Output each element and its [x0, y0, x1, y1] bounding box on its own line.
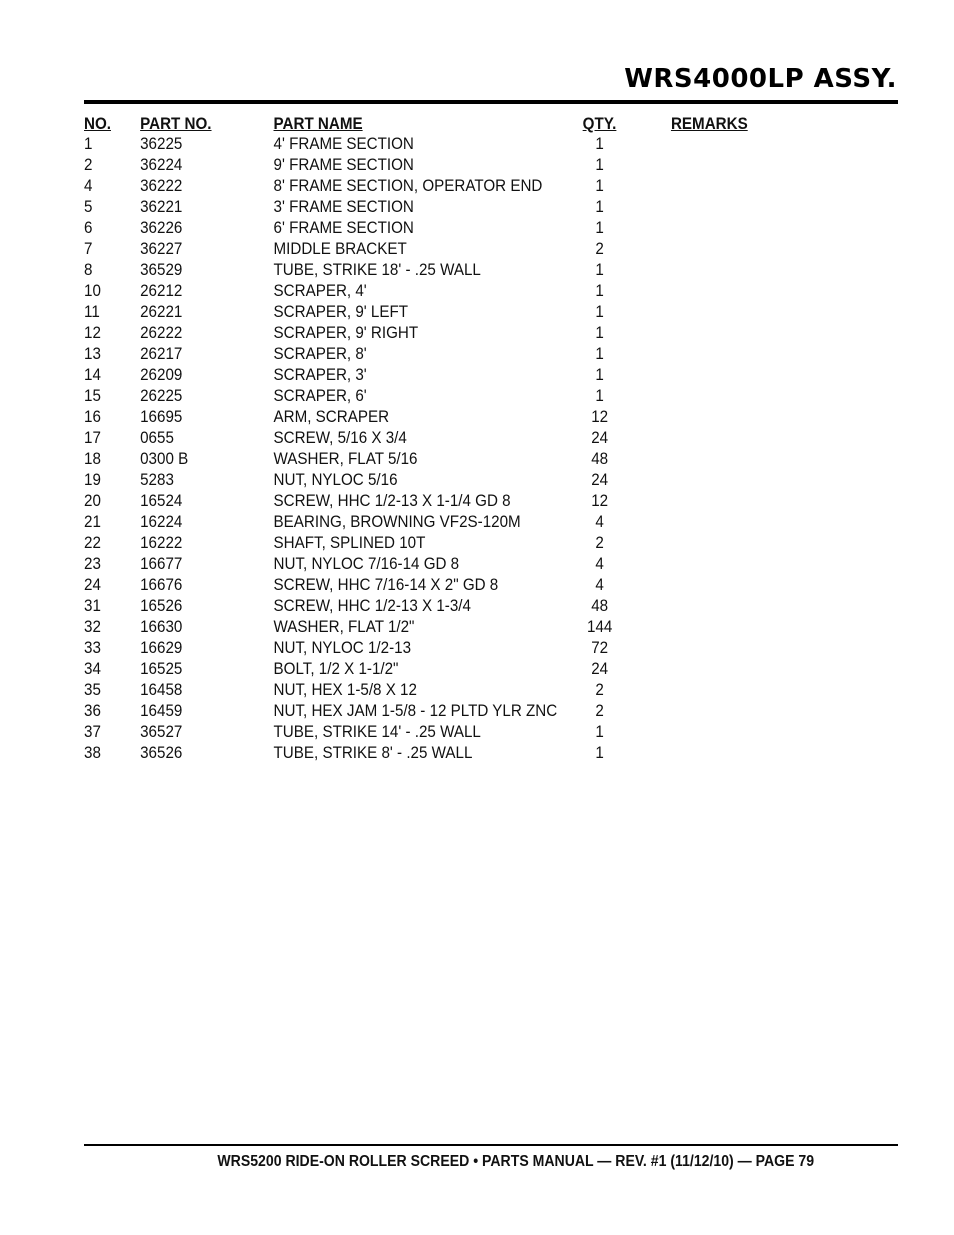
cell-no: 37 — [84, 723, 101, 741]
qty-value: 2 — [595, 702, 604, 720]
cell-part-name: SCRAPER, 6' — [273, 387, 367, 405]
cell-qty — [583, 554, 671, 575]
cell-part-name: WASHER, FLAT 5/16 — [273, 450, 418, 468]
qty-value: 1 — [595, 744, 604, 762]
table-row — [84, 197, 820, 218]
table-row — [84, 575, 820, 596]
cell-qty — [583, 218, 671, 239]
cell-part-name: 4' FRAME SECTION — [273, 135, 414, 153]
qty-value: 24 — [591, 429, 609, 447]
cell-part-name: TUBE, STRIKE 18' - .25 WALL — [273, 261, 481, 279]
cell-qty — [583, 680, 671, 701]
cell-part-name: TUBE, STRIKE 14' - .25 WALL — [273, 723, 481, 741]
cell-part-name: NUT, HEX 1-5/8 X 12 — [273, 681, 417, 699]
cell-no: 1 — [84, 135, 93, 153]
column-header-part-no: PART NO. — [140, 115, 212, 133]
cell-no: 2 — [84, 156, 93, 174]
cell-remarks — [671, 680, 820, 701]
cell-no: 5 — [84, 198, 93, 216]
cell-part-name: 8' FRAME SECTION, OPERATOR END — [273, 177, 543, 195]
cell-part-name: WASHER, FLAT 1/2" — [273, 618, 415, 636]
table-row — [84, 281, 820, 302]
cell-part-name: SCREW, 5/16 X 3/4 — [273, 429, 407, 447]
cell-remarks — [671, 155, 820, 176]
cell-part-name: MIDDLE BRACKET — [273, 240, 407, 258]
qty-value: 72 — [591, 639, 609, 657]
cell-remarks — [671, 722, 820, 743]
cell-qty — [583, 596, 671, 617]
cell-remarks — [671, 617, 820, 638]
cell-part-name: SCRAPER, 4' — [273, 282, 367, 300]
cell-no: 12 — [84, 324, 101, 342]
cell-part-no: 26221 — [140, 303, 183, 321]
cell-qty — [583, 134, 671, 155]
cell-remarks — [671, 302, 820, 323]
cell-no: 15 — [84, 387, 101, 405]
cell-part-no: 16525 — [140, 660, 183, 678]
cell-no: 34 — [84, 660, 101, 678]
qty-value: 1 — [595, 219, 604, 237]
cell-remarks — [671, 344, 820, 365]
qty-value: 1 — [595, 282, 604, 300]
cell-part-no: 16629 — [140, 639, 183, 657]
table-row — [84, 386, 820, 407]
cell-no: 10 — [84, 282, 101, 300]
table-row — [84, 365, 820, 386]
cell-remarks — [671, 197, 820, 218]
cell-part-no: 36227 — [140, 240, 183, 258]
qty-value: 1 — [595, 177, 604, 195]
qty-value: 1 — [595, 324, 604, 342]
cell-part-no: 36527 — [140, 723, 183, 741]
table-row — [84, 659, 820, 680]
cell-no: 4 — [84, 177, 93, 195]
cell-remarks — [671, 638, 820, 659]
cell-qty — [583, 344, 671, 365]
table-row — [84, 449, 820, 470]
cell-part-name: SCREW, HHC 1/2-13 X 1-1/4 GD 8 — [273, 492, 511, 510]
cell-part-no: 16222 — [140, 534, 183, 552]
cell-part-name: SCRAPER, 9' LEFT — [273, 303, 409, 321]
table-row — [84, 260, 820, 281]
cell-qty — [583, 638, 671, 659]
cell-remarks — [671, 428, 820, 449]
table-row — [84, 302, 820, 323]
cell-remarks — [671, 533, 820, 554]
cell-qty — [583, 197, 671, 218]
cell-remarks — [671, 365, 820, 386]
cell-part-no: 36226 — [140, 219, 183, 237]
cell-part-no: 16224 — [140, 513, 183, 531]
cell-no: 11 — [84, 303, 100, 321]
cell-no: 24 — [84, 576, 101, 594]
cell-part-name: 3' FRAME SECTION — [273, 198, 414, 216]
table-row — [84, 512, 820, 533]
cell-part-name: NUT, NYLOC 1/2-13 — [273, 639, 412, 657]
cell-remarks — [671, 260, 820, 281]
qty-value: 24 — [591, 471, 609, 489]
qty-value: 4 — [595, 555, 604, 573]
table-row — [84, 239, 820, 260]
table-row — [84, 470, 820, 491]
qty-value: 2 — [595, 534, 604, 552]
qty-value: 1 — [595, 156, 604, 174]
table-row — [84, 428, 820, 449]
parts-table-body — [84, 134, 820, 764]
qty-value: 2 — [595, 681, 604, 699]
table-row — [84, 407, 820, 428]
cell-remarks — [671, 470, 820, 491]
cell-part-name: SCREW, HHC 7/16-14 X 2" GD 8 — [273, 576, 499, 594]
cell-qty — [583, 365, 671, 386]
cell-no: 33 — [84, 639, 101, 657]
cell-part-no: 16524 — [140, 492, 183, 510]
cell-no: 8 — [84, 261, 93, 279]
cell-part-name: NUT, NYLOC 7/16-14 GD 8 — [273, 555, 460, 573]
cell-remarks — [671, 449, 820, 470]
cell-no: 19 — [84, 471, 101, 489]
table-row — [84, 491, 820, 512]
qty-value: 1 — [595, 135, 604, 153]
cell-no: 6 — [84, 219, 93, 237]
table-row — [84, 155, 820, 176]
cell-qty — [583, 575, 671, 596]
cell-part-name: SCRAPER, 9' RIGHT — [273, 324, 419, 342]
cell-qty — [583, 617, 671, 638]
table-row — [84, 680, 820, 701]
table-row — [84, 323, 820, 344]
cell-remarks — [671, 512, 820, 533]
qty-value: 2 — [595, 240, 604, 258]
cell-qty — [583, 701, 671, 722]
cell-no: 16 — [84, 408, 101, 426]
cell-qty — [583, 659, 671, 680]
cell-part-no: 16526 — [140, 597, 183, 615]
cell-no: 13 — [84, 345, 101, 363]
qty-value: 1 — [595, 261, 604, 279]
cell-part-no: 26209 — [140, 366, 183, 384]
cell-remarks — [671, 659, 820, 680]
page-footer: WRS5200 RIDE-ON ROLLER SCREED • PARTS MANUAL — REV. #1 (11/12/10) — PAGE 79 — [217, 1153, 814, 1170]
cell-qty — [583, 512, 671, 533]
cell-part-name: BEARING, BROWNING VF2S-120M — [273, 513, 521, 531]
cell-remarks — [671, 554, 820, 575]
table-row — [84, 533, 820, 554]
cell-remarks — [671, 323, 820, 344]
cell-part-no: 0300 B — [140, 450, 189, 468]
cell-part-no: 16458 — [140, 681, 183, 699]
cell-part-no: 26212 — [140, 282, 183, 300]
table-row — [84, 722, 820, 743]
parts-table — [84, 114, 820, 764]
cell-part-name: SCRAPER, 8' — [273, 345, 367, 363]
table-row — [84, 134, 820, 155]
cell-remarks — [671, 134, 820, 155]
cell-part-no: 36529 — [140, 261, 183, 279]
cell-remarks — [671, 491, 820, 512]
cell-remarks — [671, 575, 820, 596]
cell-part-name: NUT, NYLOC 5/16 — [273, 471, 398, 489]
cell-part-no: 16630 — [140, 618, 183, 636]
table-row — [84, 554, 820, 575]
table-header-row — [84, 114, 820, 134]
cell-part-no: 0655 — [140, 429, 174, 447]
table-row — [84, 638, 820, 659]
qty-value: 4 — [595, 576, 604, 594]
cell-part-no: 36222 — [140, 177, 183, 195]
cell-no: 20 — [84, 492, 101, 510]
cell-part-no: 16677 — [140, 555, 183, 573]
qty-value: 48 — [591, 450, 609, 468]
cell-qty — [583, 155, 671, 176]
cell-remarks — [671, 407, 820, 428]
table-row — [84, 176, 820, 197]
cell-qty — [583, 386, 671, 407]
cell-part-no: 16676 — [140, 576, 183, 594]
column-header-part-name: PART NAME — [273, 115, 363, 133]
table-row — [84, 596, 820, 617]
cell-part-name: BOLT, 1/2 X 1-1/2" — [273, 660, 399, 678]
footer-divider — [84, 1144, 898, 1146]
qty-value: 48 — [591, 597, 609, 615]
cell-qty — [583, 428, 671, 449]
qty-value: 24 — [591, 660, 609, 678]
table-row — [84, 617, 820, 638]
cell-qty — [583, 743, 671, 764]
cell-remarks — [671, 281, 820, 302]
cell-no: 18 — [84, 450, 101, 468]
column-header-no: NO. — [84, 115, 111, 133]
cell-part-no: 26225 — [140, 387, 183, 405]
cell-part-name: ARM, SCRAPER — [273, 408, 390, 426]
cell-part-no: 36221 — [140, 198, 183, 216]
qty-value: 1 — [595, 366, 604, 384]
cell-part-name: SHAFT, SPLINED 10T — [273, 534, 426, 552]
cell-part-no: 16695 — [140, 408, 183, 426]
cell-part-name: TUBE, STRIKE 8' - .25 WALL — [273, 744, 473, 762]
page-title: WRS4000LP ASSY. — [624, 64, 897, 94]
cell-no: 17 — [84, 429, 101, 447]
table-row — [84, 743, 820, 764]
cell-qty — [583, 260, 671, 281]
cell-qty — [583, 281, 671, 302]
cell-qty — [583, 491, 671, 512]
cell-part-name: SCRAPER, 3' — [273, 366, 367, 384]
cell-qty — [583, 407, 671, 428]
cell-qty — [583, 239, 671, 260]
cell-part-no: 5283 — [140, 471, 174, 489]
cell-part-no: 36526 — [140, 744, 183, 762]
qty-value: 12 — [591, 408, 609, 426]
column-header-qty: QTY. — [582, 115, 617, 133]
cell-no: 32 — [84, 618, 101, 636]
cell-part-no: 16459 — [140, 702, 183, 720]
cell-remarks — [671, 596, 820, 617]
cell-remarks — [671, 701, 820, 722]
title-divider — [84, 100, 898, 104]
cell-part-no: 36224 — [140, 156, 183, 174]
cell-remarks — [671, 239, 820, 260]
cell-qty — [583, 533, 671, 554]
cell-part-no: 26222 — [140, 324, 183, 342]
cell-no: 22 — [84, 534, 101, 552]
cell-part-no: 26217 — [140, 345, 183, 363]
cell-qty — [583, 302, 671, 323]
cell-no: 35 — [84, 681, 101, 699]
cell-remarks — [671, 743, 820, 764]
qty-value: 1 — [595, 345, 604, 363]
cell-no: 36 — [84, 702, 101, 720]
qty-value: 12 — [591, 492, 609, 510]
cell-qty — [583, 722, 671, 743]
cell-part-name: 6' FRAME SECTION — [273, 219, 414, 237]
qty-value: 144 — [586, 618, 613, 636]
cell-part-name: 9' FRAME SECTION — [273, 156, 414, 174]
cell-part-name: SCREW, HHC 1/2-13 X 1-3/4 — [273, 597, 471, 615]
qty-value: 1 — [595, 303, 604, 321]
qty-value: 1 — [595, 387, 604, 405]
cell-qty — [583, 470, 671, 491]
column-header-remarks: REMARKS — [670, 115, 748, 133]
cell-no: 21 — [84, 513, 101, 531]
cell-no: 31 — [84, 597, 101, 615]
cell-no: 7 — [84, 240, 93, 258]
cell-remarks — [671, 218, 820, 239]
qty-value: 1 — [595, 723, 604, 741]
qty-value: 4 — [595, 513, 604, 531]
cell-no: 38 — [84, 744, 101, 762]
cell-no: 14 — [84, 366, 101, 384]
table-row — [84, 344, 820, 365]
cell-qty — [583, 176, 671, 197]
table-row — [84, 701, 820, 722]
cell-no: 23 — [84, 555, 101, 573]
cell-qty — [583, 449, 671, 470]
cell-qty — [583, 323, 671, 344]
cell-remarks — [671, 386, 820, 407]
qty-value: 1 — [595, 198, 604, 216]
cell-part-no: 36225 — [140, 135, 183, 153]
cell-part-name: NUT, HEX JAM 1-5/8 - 12 PLTD YLR ZNC — [273, 702, 558, 720]
table-row — [84, 218, 820, 239]
cell-remarks — [671, 176, 820, 197]
